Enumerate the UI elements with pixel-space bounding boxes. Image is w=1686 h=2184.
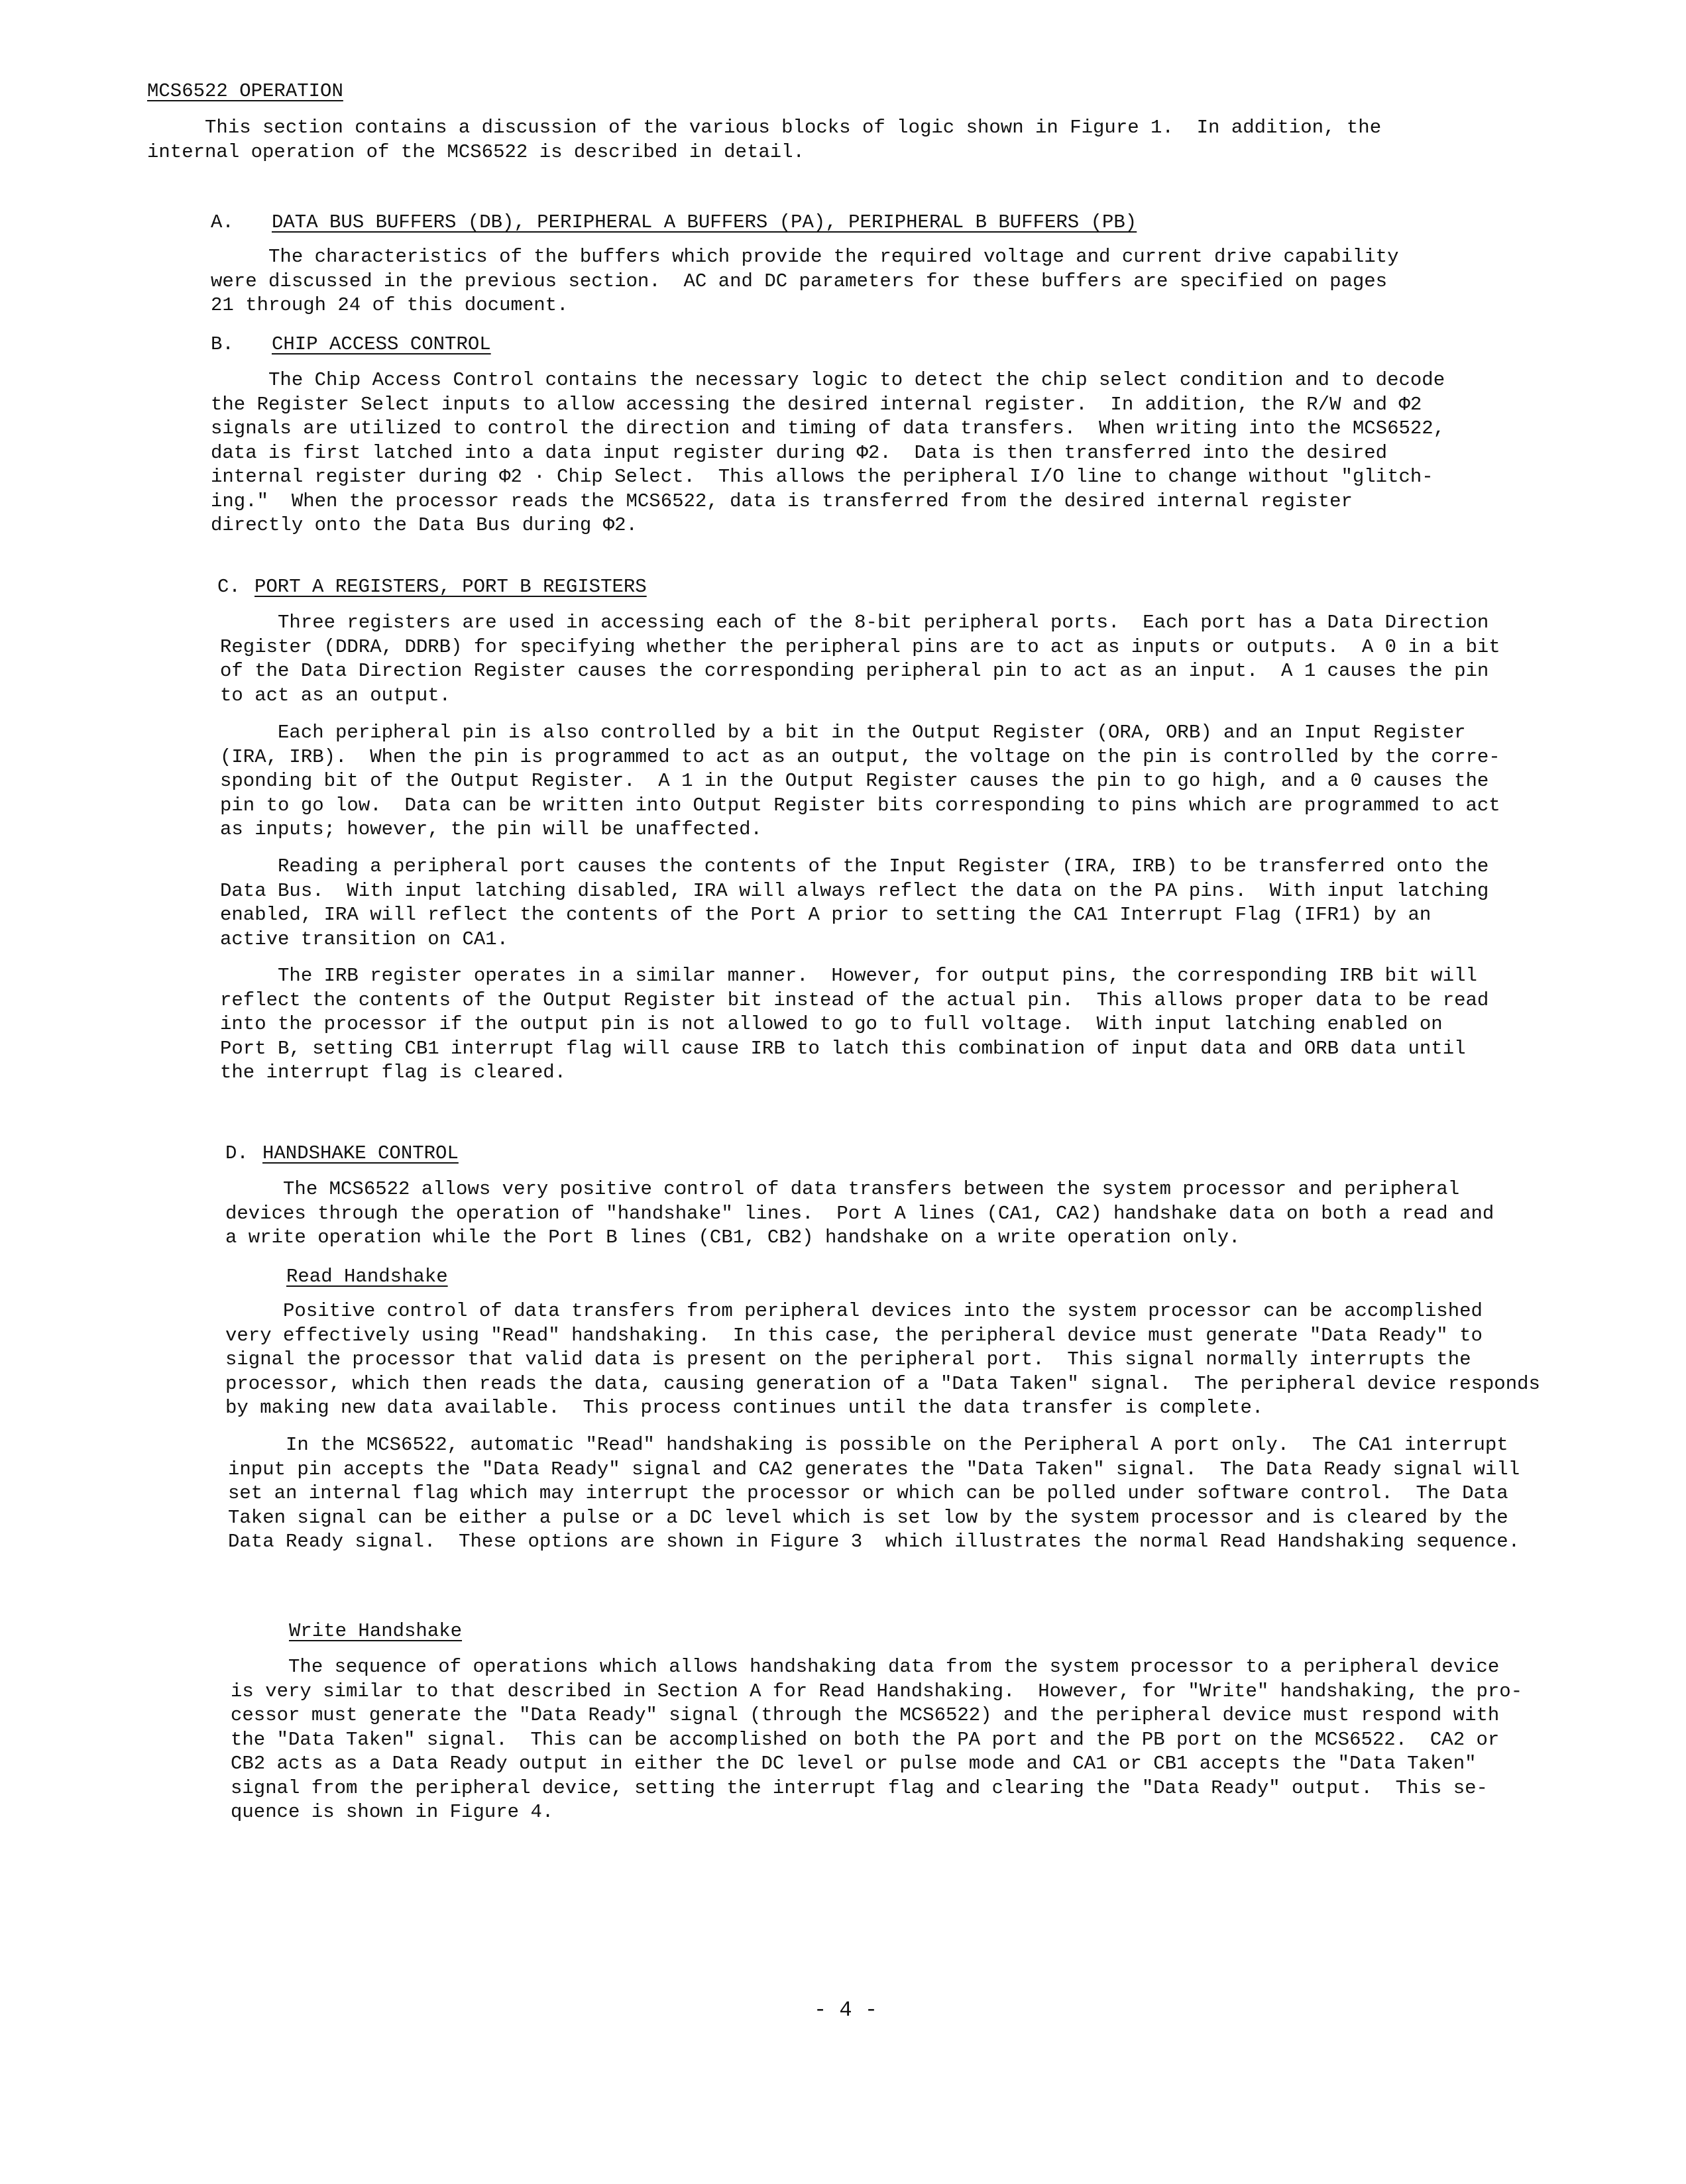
- text-line: internal register during Φ2 · Chip Select. This allows the peripheral I/O line to change without "glitch-: [211, 466, 1433, 488]
- text-line: Three registers are used in accessing each of the 8-bit peripheral ports. Each port has a Data Direction: [220, 612, 1489, 633]
- text-line: signal from the peripheral device, setting the interrupt flag and clearing the "Data Ready" output. This se-: [231, 1776, 1488, 1799]
- text-line: to act as an output.: [220, 684, 451, 706]
- text-line: The MCS6522 allows very positive control of data transfers between the system processor and peripheral: [225, 1178, 1460, 1200]
- read-handshake-paragraph-1: [225, 1299, 1540, 1421]
- text-line: Taken signal can be either a pulse or a DC level which is set low by the system processor and is cleared by the: [228, 1506, 1508, 1529]
- text-line: signal the processor that valid data is present on the peripheral port. This signal normally interrupts the: [225, 1348, 1471, 1370]
- text-line: internal operation of the MCS6522 is described in detail.: [147, 140, 805, 163]
- section-b-heading: [211, 333, 491, 356]
- text-line: Reading a peripheral port causes the contents of the Input Register (IRA, IRB) to be transferred onto the: [220, 855, 1489, 877]
- text-line: Each peripheral pin is also controlled by a bit in the Output Register (ORA, ORB) and an Input Register: [220, 722, 1466, 743]
- section-letter: B.: [211, 333, 234, 355]
- text-line: the "Data Taken" signal. This can be accomplished on both the PA port and the PB port on the MCS6522. CA2 or: [231, 1728, 1500, 1751]
- text-line: CB2 acts as a Data Ready output in either the DC level or pulse mode and CA1 or CB1 accepts the "Data Taken": [231, 1753, 1477, 1774]
- section-d-paragraph: [225, 1177, 1494, 1250]
- text-line: set an internal flag which may interrupt the processor or which can be polled under software control. The Data: [228, 1482, 1508, 1504]
- text-line: sponding bit of the Output Register. A 1 in the Output Register causes the pin to go high, and a 0 causes the: [220, 770, 1489, 792]
- section-title: HANDSHAKE CONTROL: [262, 1142, 459, 1164]
- text-line: the interrupt flag is cleared.: [220, 1062, 567, 1083]
- section-title: CHIP ACCESS CONTROL: [272, 333, 491, 355]
- text-line: input pin accepts the "Data Ready" signal and CA2 generates the "Data Taken" signal. The Data Ready signal will: [228, 1458, 1520, 1480]
- text-line: The characteristics of the buffers which provide the required voltage and current drive capability: [211, 246, 1399, 268]
- write-handshake-paragraph: [231, 1655, 1522, 1825]
- text-line: The Chip Access Control contains the necessary logic to detect the chip select condition and to decode: [211, 369, 1445, 391]
- text-line: data is first latched into a data input register during Φ2. Data is then transferred into the desired: [211, 441, 1388, 464]
- text-line: very effectively using "Read" handshaking. In this case, the peripheral device must generate "Data Ready" to: [225, 1324, 1483, 1346]
- section-d-heading: [225, 1142, 459, 1166]
- text-line: The sequence of operations which allows handshaking data from the system processor to a peripheral device: [231, 1656, 1500, 1678]
- text-line: 21 through 24 of this document.: [211, 294, 569, 316]
- section-title: DATA BUS BUFFERS (DB), PERIPHERAL A BUFFERS (PA), PERIPHERAL B BUFFERS (PB): [272, 211, 1137, 233]
- text-line: ing." When the processor reads the MCS6522, data is transferred from the desired internal register: [211, 490, 1353, 512]
- read-handshake-paragraph-2: [228, 1433, 1520, 1555]
- read-handshake-heading: Read Handshake: [286, 1266, 448, 1287]
- text-line: processor, which then reads the data, causing generation of a "Data Taken" signal. The peripheral device responds: [225, 1372, 1540, 1395]
- text-line: devices through the operation of "handshake" lines. Port A lines (CA1, CA2) handshake data on both a read and: [225, 1202, 1494, 1225]
- text-line: into the processor if the output pin is not allowed to go to full voltage. With input latching enabled on: [220, 1013, 1443, 1035]
- section-a-paragraph: [211, 245, 1399, 318]
- text-line: Register (DDRA, DDRB) for specifying whether the peripheral pins are to act as inputs or outputs. A 0 in a bit: [220, 635, 1500, 658]
- text-line: cessor must generate the "Data Ready" signal (through the MCS6522) and the peripheral device must respond with: [231, 1704, 1500, 1726]
- text-line: Data Ready signal. These options are shown in Figure 3 which illustrates the normal Read Handshaking sequence.: [228, 1531, 1520, 1553]
- section-c-paragraph-4: [220, 964, 1489, 1085]
- section-letter: D.: [225, 1142, 249, 1164]
- text-line: of the Data Direction Register causes the corresponding peripheral pin to act as an input. A 1 causes the pin: [220, 660, 1489, 682]
- text-line: Positive control of data transfers from peripheral devices into the system processor can be accomplished: [225, 1300, 1483, 1322]
- text-line: is very similar to that described in Section A for Read Handshaking. However, for "Write" handshaking, the pro-: [231, 1680, 1523, 1702]
- text-line: pin to go low. Data can be written into Output Register bits corresponding to pins which are programmed to act: [220, 794, 1500, 816]
- text-line: by making new data available. This process continues until the data transfer is complete.: [225, 1397, 1264, 1419]
- text-line: were discussed in the previous section. AC and DC parameters for these buffers are specified on pages: [211, 270, 1388, 292]
- text-line: enabled, IRA will reflect the contents of the Port A prior to setting the CA1 Interrupt Flag (IFR1) by an: [220, 904, 1432, 926]
- text-line: In the MCS6522, automatic "Read" handshaking is possible on the Peripheral A port only. The CA1 interrupt: [228, 1434, 1508, 1456]
- text-line: a write operation while the Port B lines (CB1, CB2) handshake on a write operation only.: [225, 1227, 1241, 1248]
- text-line: Data Bus. With input latching disabled, IRA will always reflect the data on the PA pins. With input latching: [220, 879, 1489, 902]
- text-line: directly onto the Data Bus during Φ2.: [211, 514, 638, 536]
- text-line: (IRA, IRB). When the pin is programmed to act as an output, the voltage on the pin is controlled by the corre-: [220, 745, 1500, 768]
- section-c-paragraph-2: [220, 721, 1500, 842]
- section-letter: A.: [211, 211, 234, 233]
- text-line: the Register Select inputs to allow accessing the desired internal register. In addition, the R/W and Φ2: [211, 393, 1422, 415]
- section-letter: C.: [217, 576, 241, 598]
- text-line: Port B, setting CB1 interrupt flag will cause IRB to latch this combination of input data and ORB data until: [220, 1037, 1466, 1060]
- text-line: as inputs; however, the pin will be unaffected.: [220, 818, 762, 840]
- text-line: The IRB register operates in a similar manner. However, for output pins, the corresponding IRB bit will: [220, 965, 1477, 987]
- section-c-paragraph-3: [220, 855, 1489, 952]
- text-line: This section contains a discussion of the various blocks of logic shown in Figure 1. In addition, the: [147, 117, 1382, 138]
- page-number: - 4 -: [814, 1998, 878, 2022]
- text-line: quence is shown in Figure 4.: [231, 1801, 554, 1823]
- write-handshake-heading: Write Handshake: [289, 1620, 463, 1642]
- section-a-heading: [211, 211, 1137, 235]
- text-line: reflect the contents of the Output Register bit instead of the actual pin. This allows proper data to be read: [220, 989, 1489, 1011]
- page-title: MCS6522 OPERATION: [147, 80, 343, 102]
- section-c-paragraph-1: [220, 611, 1500, 708]
- text-line: active transition on CA1.: [220, 928, 509, 950]
- text-line: signals are utilized to control the direction and timing of data transfers. When writing into the MCS6522,: [211, 417, 1445, 439]
- section-title: PORT A REGISTERS, PORT B REGISTERS: [254, 576, 647, 598]
- section-c-heading: [217, 575, 647, 599]
- intro-paragraph: [147, 116, 1381, 164]
- section-b-paragraph: [211, 368, 1445, 538]
